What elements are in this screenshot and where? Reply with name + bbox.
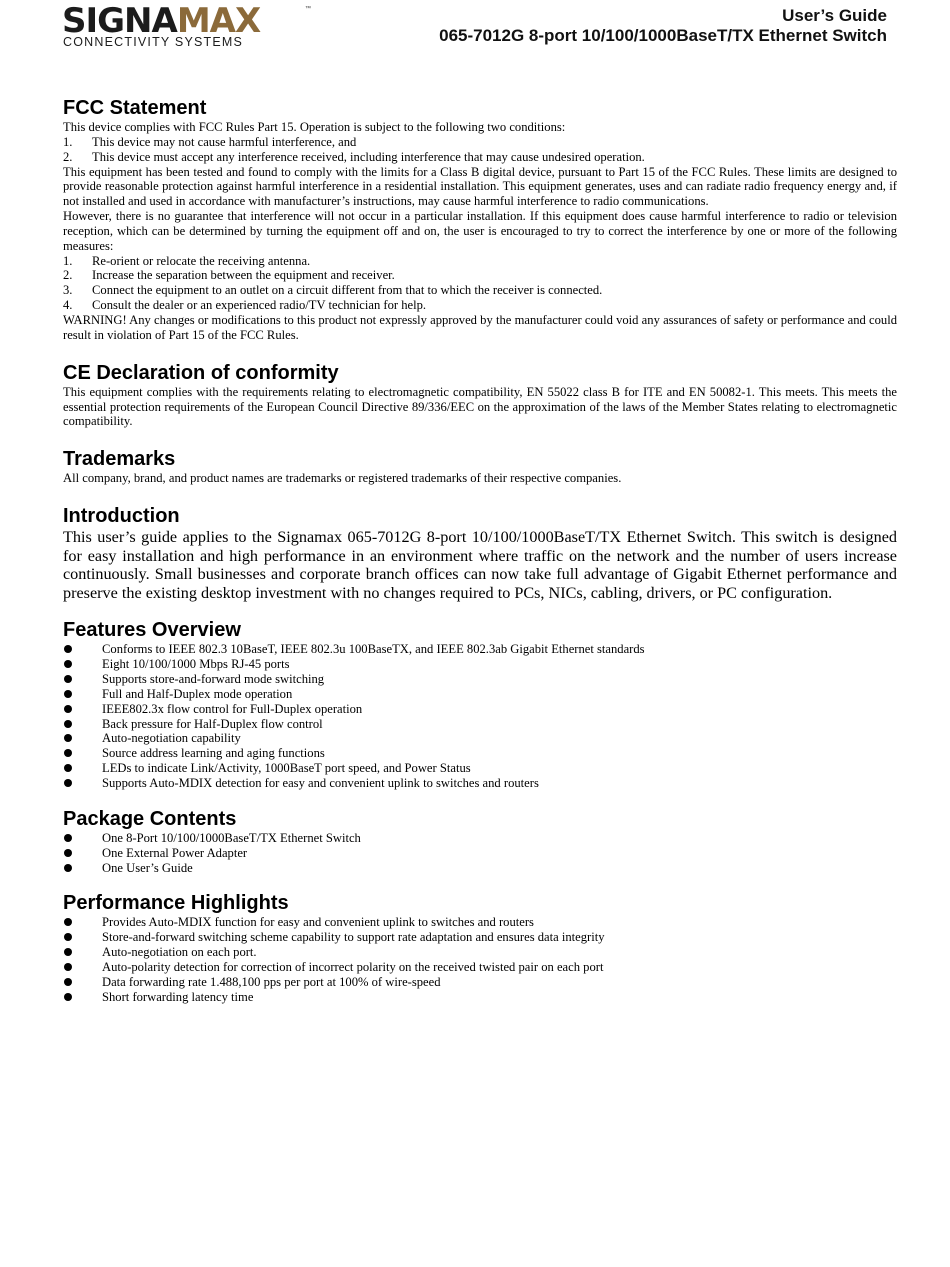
list-text: Auto-polarity detection for correction of incorrect polarity on the received twisted pair on each port	[102, 959, 604, 974]
fcc-paragraph-1: This equipment has been tested and found to comply with the limits for a Class B digital device, pursuant to Part 15 of the FCC Rules. These limits are designed to provide reasonable protection against harmful interference in a residential installation. This equipment generates, uses and can radiate radio frequency energy and, if not installed and used in accordance with manufacturer’s instructions, may cause harmful interference to radio communications.	[63, 164, 897, 209]
performance-heading: Performance Highlights	[63, 892, 289, 915]
list-text: Full and Half-Duplex mode operation	[102, 686, 293, 701]
logo-tagline: CONNECTIVITY SYSTEMS	[63, 35, 244, 49]
fcc-intro: This device complies with FCC Rules Part 15. Operation is subject to the following two conditions:	[63, 120, 566, 134]
fcc-measure	[63, 254, 897, 269]
list-text: Consult the dealer or an experienced radio/TV technician for help.	[92, 298, 427, 313]
list-item	[63, 717, 897, 732]
features-heading: Features Overview	[63, 619, 241, 642]
bullet-icon	[64, 834, 72, 842]
ce-text: This equipment complies with the requirements relating to electromagnetic compatibility, EN 55022 class B for ITE and EN 50082-1. This meets. This meets the essential protection requirements of the European Council Directive 89/336/EEC on the approximation of the laws of the Member States relating to electromagnetic compatibility.	[63, 384, 897, 429]
bullet-icon	[64, 764, 72, 772]
list-item	[63, 990, 897, 1005]
spacer	[63, 343, 897, 361]
list-item	[63, 746, 897, 761]
spacer	[63, 791, 897, 807]
list-number: 2.	[63, 149, 73, 164]
list-text: Data forwarding rate 1.488,100 pps per port at 100% of wire-speed	[102, 974, 441, 989]
list-text: Store-and-forward switching scheme capability to support rate adaptation and ensures data integrity	[102, 930, 605, 945]
list-text: Connect the equipment to an outlet on a circuit different from that to which the receiver is connected.	[92, 283, 603, 298]
list-item	[63, 861, 897, 876]
list-item	[63, 761, 897, 776]
bullet-icon	[64, 849, 72, 857]
bullet-icon	[64, 675, 72, 683]
list-text: One User’s Guide	[102, 860, 193, 875]
bullet-icon	[64, 978, 72, 986]
fcc-warning: WARNING! Any changes or modifications to this product not expressly approved by the manufacturer could void any assurances of safety or performance and could result in violation of Part 15 of the FCC Rules.	[63, 312, 897, 342]
header-product-name: 065-7012G 8-port 10/100/1000BaseT/TX Ethernet Switch	[439, 26, 887, 45]
performance-list	[63, 915, 897, 1004]
list-item	[63, 945, 897, 960]
header-guide-title: User’s Guide	[782, 6, 887, 25]
list-text: Conforms to IEEE 802.3 10BaseT, IEEE 802.3u 100BaseTX, and IEEE 802.3ab Gigabit Ethernet standards	[102, 642, 645, 657]
list-item	[63, 672, 897, 687]
logo-brand-dark: SIGNA	[62, 1, 177, 41]
package-section	[63, 807, 897, 876]
fcc-heading: FCC Statement	[63, 97, 207, 119]
list-text: Back pressure for Half-Duplex flow control	[102, 716, 323, 731]
list-text: Eight 10/100/1000 Mbps RJ-45 ports	[102, 657, 290, 672]
list-item	[63, 731, 897, 746]
bullet-icon	[64, 963, 72, 971]
list-text: Auto-negotiation on each port.	[102, 945, 257, 960]
bullet-icon	[64, 993, 72, 1001]
list-number: 3.	[63, 283, 73, 298]
list-text: One 8-Port 10/100/1000BaseT/TX Ethernet Switch	[102, 830, 361, 845]
list-text: Supports store-and-forward mode switching	[102, 672, 325, 687]
performance-section	[63, 891, 897, 1004]
introduction-heading: Introduction	[63, 505, 180, 528]
document-body	[63, 96, 897, 1004]
bullet-icon	[64, 933, 72, 941]
features-section	[63, 618, 897, 790]
trademarks-heading: Trademarks	[63, 448, 176, 471]
spacer	[63, 429, 897, 447]
fcc-condition	[63, 135, 897, 150]
list-text: Increase the separation between the equipment and receiver.	[92, 268, 395, 283]
bullet-icon	[64, 918, 72, 926]
introduction-section	[63, 504, 897, 602]
trademarks-section	[63, 447, 897, 486]
package-list	[63, 831, 897, 876]
fcc-condition	[63, 150, 897, 165]
list-number: 1.	[63, 134, 73, 149]
list-text: IEEE802.3x flow control for Full-Duplex operation	[102, 701, 363, 716]
bullet-icon	[64, 645, 72, 653]
list-item	[63, 687, 897, 702]
fcc-measure	[63, 298, 897, 313]
list-item	[63, 960, 897, 975]
list-text: Short forwarding latency time	[102, 989, 254, 1004]
list-item	[63, 776, 897, 791]
bullet-icon	[64, 749, 72, 757]
list-item	[63, 915, 897, 930]
list-text: Auto-negotiation capability	[102, 731, 241, 746]
fcc-section	[63, 96, 897, 343]
fcc-paragraph-2: However, there is no guarantee that interference will not occur in a particular installation. If this equipment does cause harmful interference to radio or television reception, which can be determined by turning the equipment off and on, the user is encouraged to try to correct the interference by one or more of the following measures:	[63, 209, 897, 253]
bullet-icon	[64, 948, 72, 956]
list-item	[63, 831, 897, 846]
list-number: 1.	[63, 253, 73, 268]
fcc-measure	[63, 268, 897, 283]
features-list	[63, 642, 897, 790]
bullet-icon	[64, 720, 72, 728]
list-text: Re-orient or relocate the receiving antenna.	[92, 253, 311, 268]
list-number: 4.	[63, 298, 73, 313]
list-number: 2.	[63, 268, 73, 283]
logo-brand-accent: MAX	[176, 1, 261, 41]
signamax-logo	[62, 1, 312, 50]
spacer	[63, 486, 897, 504]
spacer	[63, 875, 897, 891]
bullet-icon	[64, 690, 72, 698]
list-text: Source address learning and aging functions	[102, 746, 325, 761]
list-text: One External Power Adapter	[102, 845, 248, 860]
ce-heading: CE Declaration of conformity	[63, 361, 339, 384]
list-item	[63, 642, 897, 657]
list-text: Supports Auto-MDIX detection for easy and convenient uplink to switches and routers	[102, 776, 539, 790]
trademarks-text: All company, brand, and product names are trademarks or registered trademarks of their respective companies.	[63, 471, 622, 486]
logo-trademark: ™	[305, 6, 311, 12]
list-item	[63, 975, 897, 990]
list-text: Provides Auto-MDIX function for easy and convenient uplink to switches and routers	[102, 915, 534, 930]
ce-section	[63, 361, 897, 430]
bullet-icon	[64, 779, 72, 787]
introduction-text: This user’s guide applies to the Signamax 065-7012G 8-port 10/100/1000BaseT/TX Ethernet Switch. This switch is designed for easy installation and high performance in an environment where traffic on the network and the number of users increase continuously. Small businesses and corporate branch offices can now take full advantage of Gigabit Ethernet performance and preserve the existing desktop investment with no changes required to PCs, NICs, cabling, drivers, or PC configuration.	[63, 528, 897, 602]
bullet-icon	[64, 660, 72, 668]
list-item	[63, 846, 897, 861]
bullet-icon	[64, 864, 72, 872]
list-text: This device must accept any interference received, including interference that may cause undesired operation.	[92, 149, 645, 164]
bullet-icon	[64, 734, 72, 742]
list-text: LEDs to indicate Link/Activity, 1000BaseT port speed, and Power Status	[102, 761, 471, 776]
list-text: This device may not cause harmful interference, and	[92, 134, 357, 149]
list-item	[63, 657, 897, 672]
fcc-measure	[63, 283, 897, 298]
package-heading: Package Contents	[63, 807, 237, 830]
bullet-icon	[64, 705, 72, 713]
list-item	[63, 702, 897, 717]
list-item	[63, 930, 897, 945]
logo-wordmark	[62, 1, 261, 41]
spacer	[63, 602, 897, 618]
